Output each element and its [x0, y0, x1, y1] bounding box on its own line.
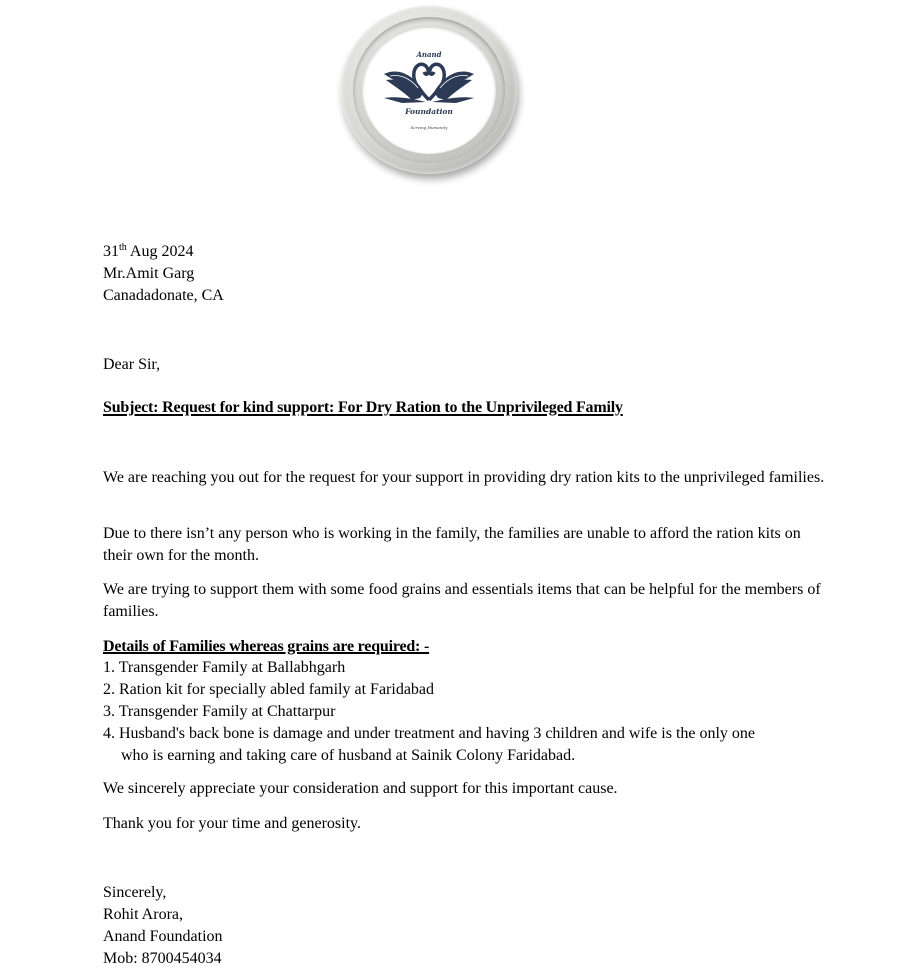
details-heading: Details of Families whereas grains are required: -: [103, 638, 430, 655]
signoff: Sincerely,: [103, 884, 167, 901]
body-paragraph-1: We are reaching you out for the request for your support in providing dry ration kits to the unprivileged families.: [103, 469, 825, 486]
foundation-logo: [341, 6, 521, 178]
body-paragraph-2: Due to there isn’t any person who is working in the family, the families are unable to afford the ration kits on their own for the month.: [103, 525, 801, 564]
list-item-continuation: who is earning and taking care of husband at Sainik Colony Faridabad.: [121, 747, 576, 764]
logo-emblem: [362, 26, 496, 154]
list-item: 1. Transgender Family at Ballabhgarh: [103, 659, 346, 676]
signature-block: [103, 882, 223, 970]
family-details-list: [103, 657, 755, 767]
letter-header: [103, 241, 224, 307]
recipient-organization: Canadadonate, CA: [103, 287, 224, 304]
letter-date: 31th Aug 2024: [103, 242, 194, 260]
signer-phone: Mob: 8700454034: [103, 950, 222, 967]
letter-subject: Subject: Request for kind support: For Dry Ration to the Unprivileged Family: [103, 399, 623, 416]
signer-name: Rohit Arora,: [103, 906, 183, 923]
recipient-name: Mr.Amit Garg: [103, 265, 195, 282]
list-item: 4. Husband's back bone is damage and under treatment and having 3 children and wife is the only one: [103, 725, 756, 742]
twin-swans-heart-icon: [382, 58, 476, 104]
body-paragraph-3: We are trying to support them with some food grains and essentials items that can be helpful for the members of families.: [103, 581, 821, 620]
closing-paragraph-2: Thank you for your time and generosity.: [103, 815, 362, 832]
closing-paragraph-1: We sincerely appreciate your consideration and support for this important cause.: [103, 780, 618, 797]
signer-organization: Anand Foundation: [103, 928, 223, 945]
logo-middle-text: Foundation: [405, 107, 453, 116]
logo-tagline: Serving Humanity: [410, 125, 448, 130]
logo-top-text: Anand: [416, 50, 442, 59]
list-item: 2. Ration kit for specially abled family at Faridabad: [103, 681, 435, 698]
salutation: Dear Sir,: [103, 356, 161, 373]
list-item: 3. Transgender Family at Chattarpur: [103, 703, 336, 720]
